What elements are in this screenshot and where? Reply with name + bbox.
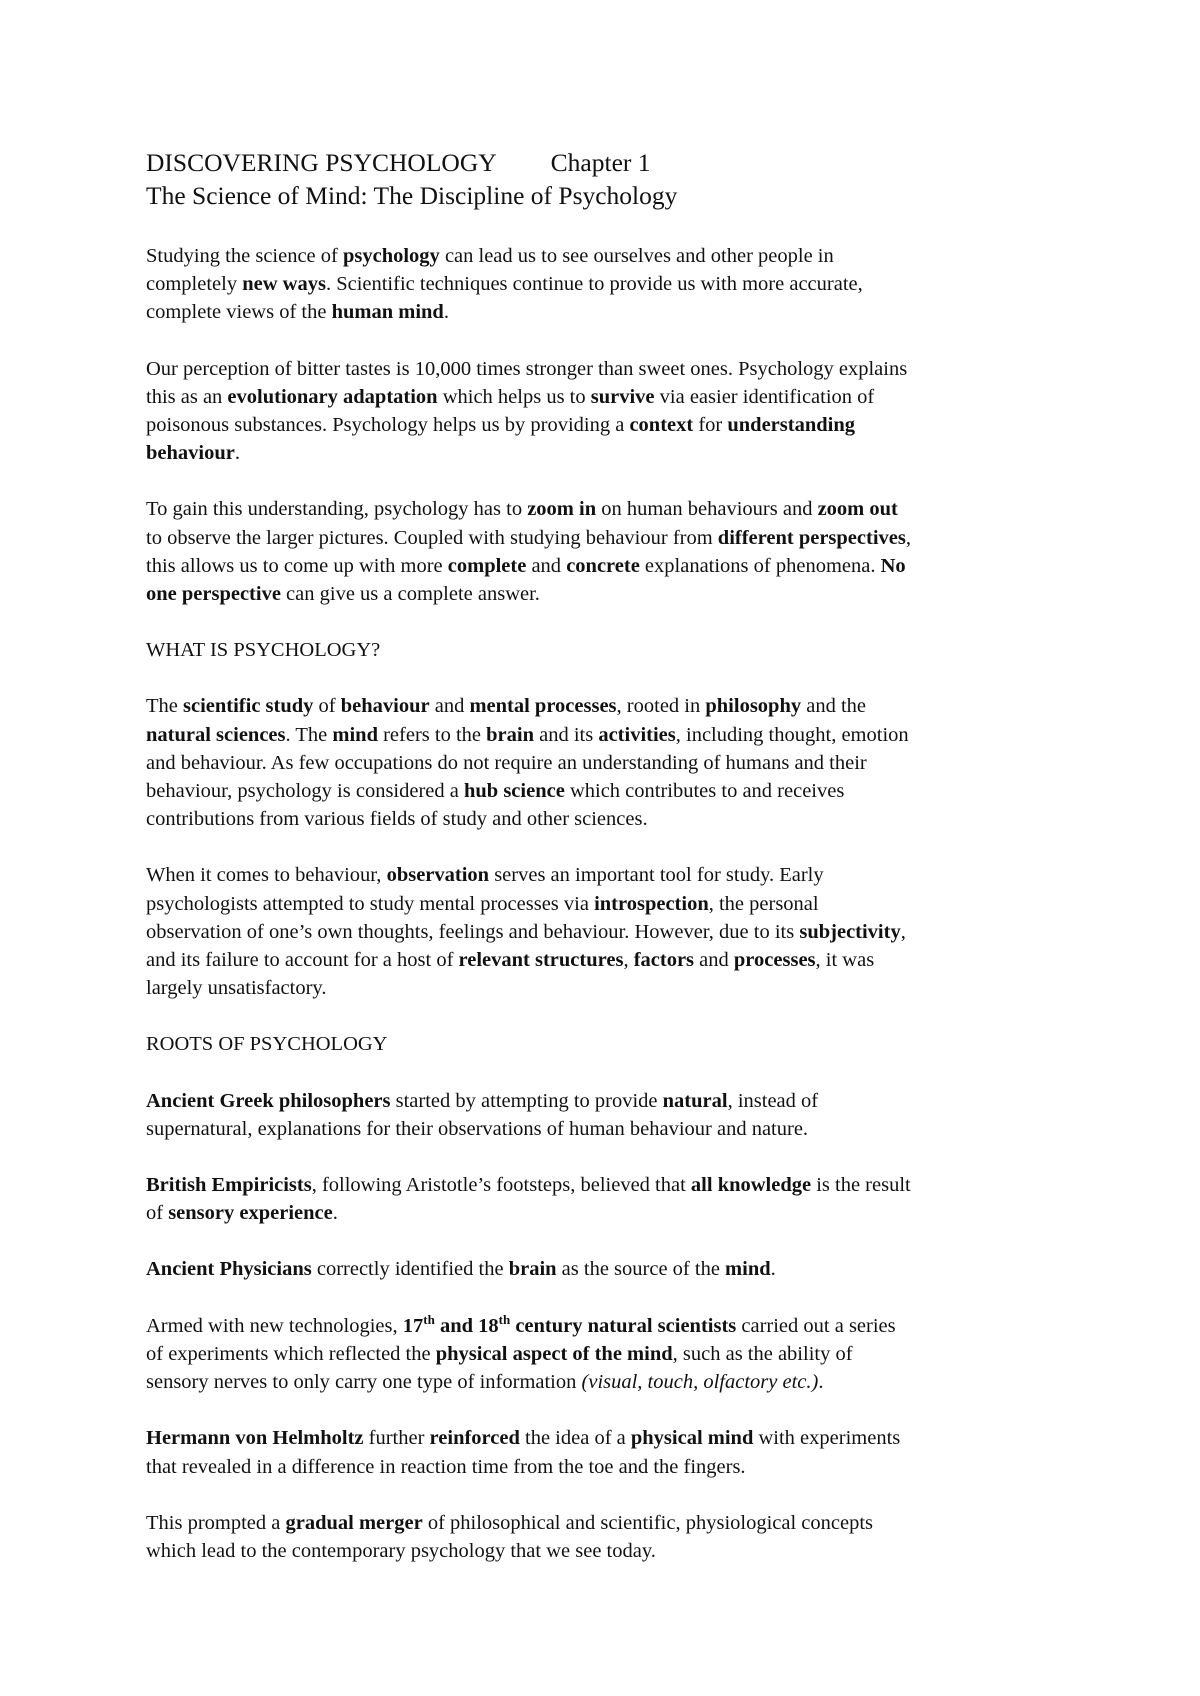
intro-paragraph-2: Our perception of bitter tastes is 10,000 times stronger than sweet ones. Psychology explains this as an evolutionary adaptation which helps us to survive via easier identification of poisonous substances. Psychology helps us by providing a context for understanding behaviour. xyxy=(146,357,908,465)
roots-paragraph-5: Hermann von Helmholtz further reinforced the idea of a physical mind with experiments that revealed in a difference in reaction time from the toe and the fingers. xyxy=(146,1427,901,1478)
page-content xyxy=(146,146,1066,1565)
section-heading-roots: ROOTS OF PSYCHOLOGY xyxy=(146,1033,388,1056)
roots-paragraph-3: Ancient Physicians correctly identified the brain as the source of the mind. xyxy=(146,1258,776,1281)
what-is-paragraph-2: When it comes to behaviour, observation serves an important tool for study. Early psychologists attempted to study mental processes via introspection, the personal observation of one’s own thoughts, feelings and behaviour. However, due to its subjectivity, and its failure to account for a host of relevant structures, factors and processes, it was largely unsatisfactory. xyxy=(146,864,906,1000)
intro-paragraph-1: Studying the science of psychology can lead us to see ourselves and other people in completely new ways. Scientific techniques continue to provide us with more accurate, complete views of the human mind. xyxy=(146,245,863,324)
what-is-paragraph-1: The scientific study of behaviour and mental processes, rooted in philosophy and the natural sciences. The mind refers to the brain and its activities, including thought, emotion and behaviour. As few occupations do not require an understanding of humans and their behaviour, psychology is considered a hub science which contributes to and receives contributions from various fields of study and other sciences. xyxy=(146,695,909,831)
roots-paragraph-6: This prompted a gradual merger of philosophical and scientific, physiological concepts which lead to the contemporary psychology that we see today. xyxy=(146,1511,874,1562)
course-title: DISCOVERING PSYCHOLOGY xyxy=(146,148,497,177)
title-line xyxy=(146,146,1066,179)
chapter-label: Chapter 1 xyxy=(550,148,651,177)
section-heading-what-is: WHAT IS PSYCHOLOGY? xyxy=(146,639,381,662)
roots-paragraph-2: British Empiricists, following Aristotle’s footsteps, believed that all knowledge is the result of sensory experience. xyxy=(146,1174,911,1225)
page-subtitle: The Science of Mind: The Discipline of Psychology xyxy=(146,181,678,210)
intro-paragraph-3: To gain this understanding, psychology has to zoom in on human behaviours and zoom out to observe the larger pictures. Coupled with studying behaviour from different perspectives, this allows us to come up with more complete and concrete explanations of phenomena. No one perspective can give us a complete answer. xyxy=(146,498,911,606)
roots-paragraph-1: Ancient Greek philosophers started by attempting to provide natural, instead of supernatural, explanations for their observations of human behaviour and nature. xyxy=(146,1089,819,1140)
roots-paragraph-4: Armed with new technologies, 17th and 18th century natural scientists carried out a series of experiments which reflected the physical aspect of the mind, such as the ability of sensory nerves to only carry one type of information (visual, touch, olfactory etc.). xyxy=(146,1311,896,1394)
